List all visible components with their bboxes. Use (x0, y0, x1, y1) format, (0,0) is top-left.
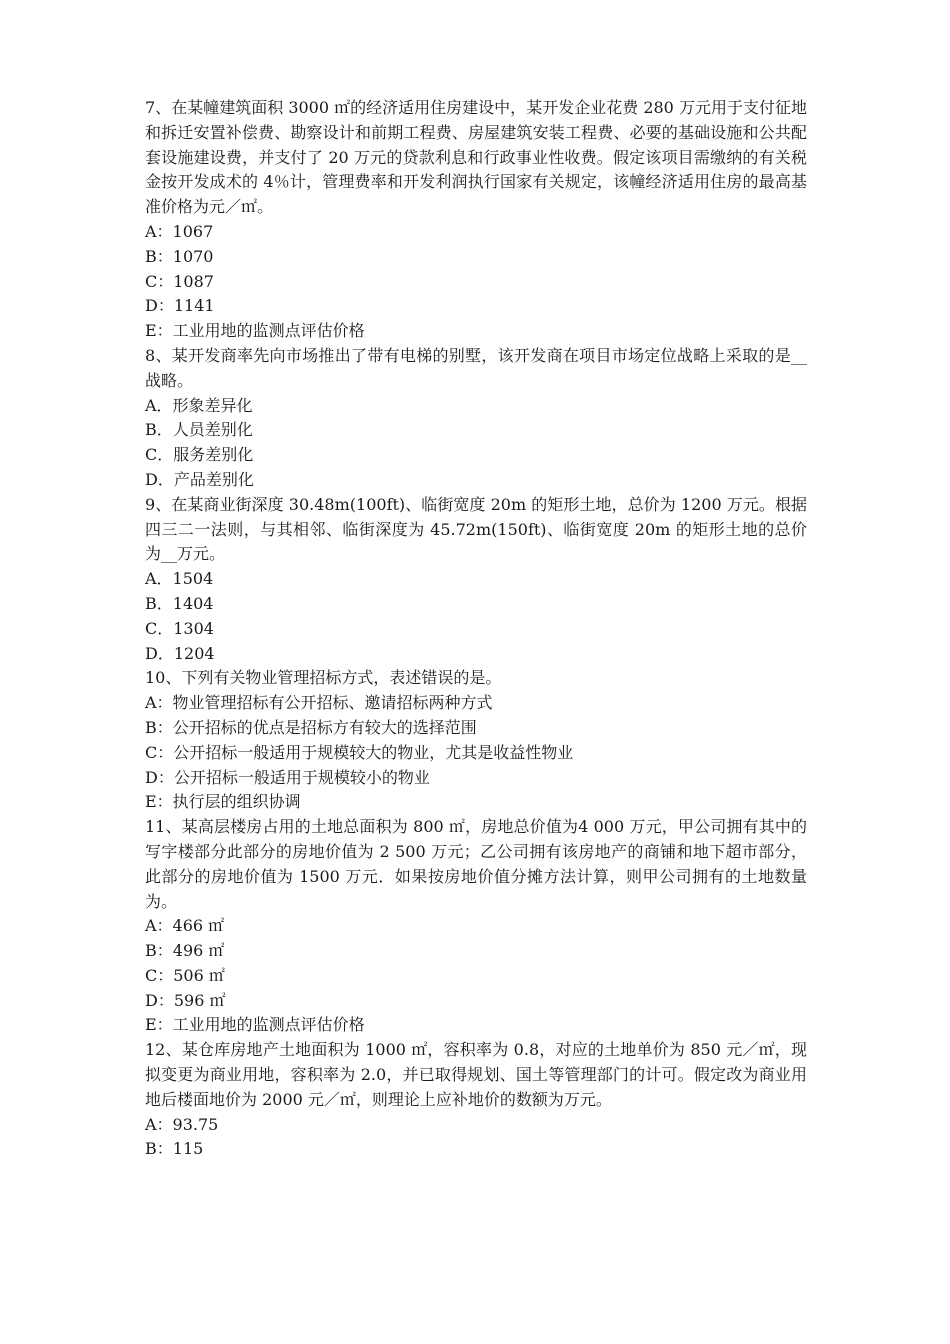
question-12 (145, 1038, 807, 1162)
option-a: A：1067 (145, 221, 214, 241)
option-e: E：工业用地的监测点评估价格 (145, 1015, 365, 1035)
option-d: D：596 ㎡ (145, 990, 226, 1010)
question-text: 10、下列有关物业管理招标方式，表述错误的是。 (145, 668, 502, 688)
option-a: A：466 ㎡ (145, 916, 225, 936)
option-a: A．1504 (145, 569, 214, 589)
option-c: C：506 ㎡ (145, 965, 225, 985)
question-11 (145, 815, 807, 1038)
question-10 (145, 666, 807, 815)
option-d: D：1141 (145, 296, 215, 316)
question-7 (145, 96, 807, 344)
option-b: B．1404 (145, 593, 214, 613)
option-a: A：93.75 (145, 1114, 219, 1134)
option-b: B：115 (145, 1139, 204, 1159)
question-text: 7、在某幢建筑面积 3000 ㎡的经济适用住房建设中，某开发企业花费 280 万元用于支付征地和拆迁安置补偿费、勘察设计和前期工程费、房屋建筑安装工程费、必要的基础设施和公共配套设施建设费，并支付了 20 万元的贷款利息和行政事业性收费。假定该项目需缴纳的有关税金按开发成术的 4％计，管理费率和开发利润执行国家有关规定，该幢经济适用住房的最高基准价格为元／㎡。 (145, 98, 807, 217)
option-c: C．服务差别化 (145, 445, 254, 465)
option-c: C．1304 (145, 618, 214, 638)
question-text: 12、某仓库房地产土地面积为 1000 ㎡，容积率为 0.8，对应的土地单价为 850 元／㎡，现拟变更为商业用地，容积率为 2.0，并已取得规划、国土等管理部门的计可。假定改为商业用地后楼面地价为 2000 元／㎡，则理论上应补地价的数额为万元。 (145, 1040, 807, 1109)
option-b: B：496 ㎡ (145, 941, 225, 961)
question-text: 8、某开发商率先向市场推出了带有电梯的别墅，该开发商在项目市场定位战略上采取的是__战略。 (145, 345, 807, 390)
option-d: D．1204 (145, 643, 215, 663)
option-c: C：1087 (145, 271, 214, 291)
option-e: E：工业用地的监测点评估价格 (145, 321, 365, 341)
option-b: B．人员差别化 (145, 420, 253, 440)
option-d: D．产品差别化 (145, 469, 254, 489)
option-b: B：1070 (145, 246, 214, 266)
question-text: 11、某高层楼房占用的土地总面积为 800 ㎡，房地总价值为4 000 万元，甲公司拥有其中的写字楼部分此部分的房地价值为 2 500 万元；乙公司拥有该房地产的商铺和地下超市部分，此部分的房地价值为 1500 万元．如果按房地价值分摊方法计算，则甲公司拥有的土地数量为。 (145, 817, 807, 911)
question-8 (145, 344, 807, 493)
question-text: 9、在某商业街深度 30.48m(100ft)、临街宽度 20m 的矩形土地，总价为 1200 万元。根据四三二一法则，与其相邻、临街深度为 45.72m(150ft)、临街宽度 20m 的矩形土地的总价为__万元。 (145, 494, 807, 564)
option-a: A：物业管理招标有公开招标、邀请招标两种方式 (145, 693, 493, 713)
document-page (145, 96, 807, 1162)
option-e: E：执行层的组织协调 (145, 792, 301, 812)
option-a: A．形象差异化 (145, 395, 253, 415)
option-d: D：公开招标一般适用于规模较小的物业 (145, 767, 430, 787)
option-b: B：公开招标的优点是招标方有较大的选择范围 (145, 717, 477, 737)
option-c: C：公开招标一般适用于规模较大的物业，尤其是收益性物业 (145, 742, 574, 762)
question-9 (145, 493, 807, 667)
